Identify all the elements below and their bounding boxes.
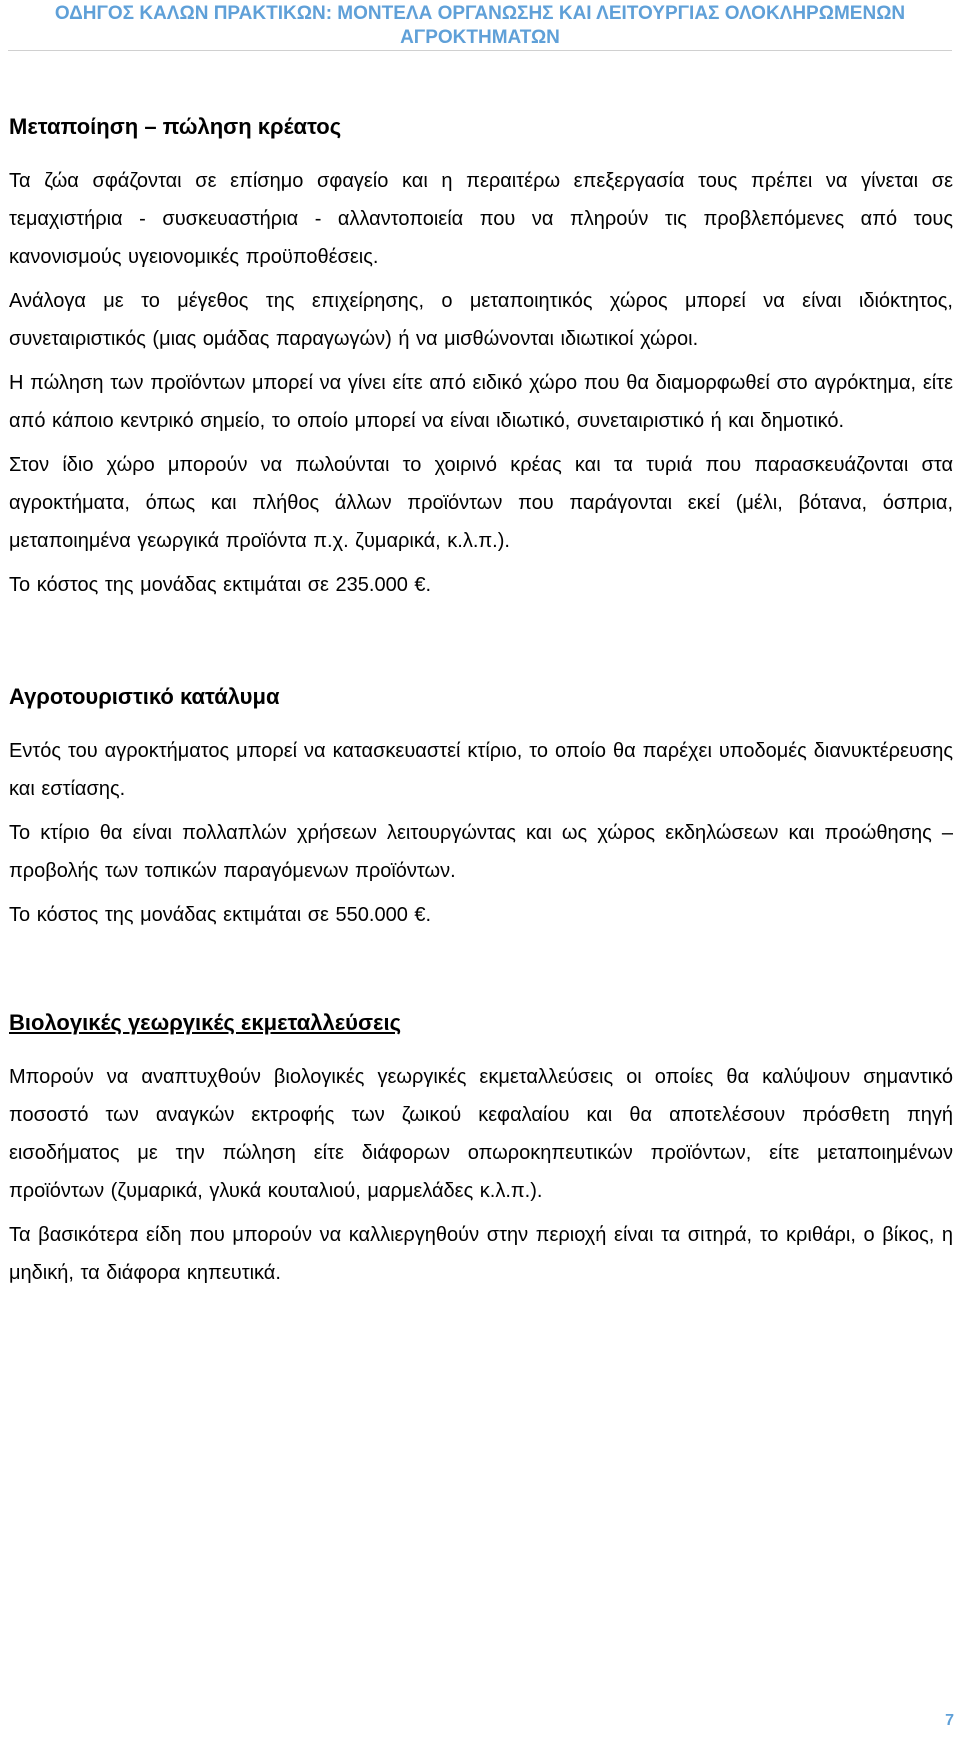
page-number: 7 <box>945 1712 954 1729</box>
paragraph: Τα βασικότερα είδη που μπορούν να καλλιεργηθούν στην περιοχή είναι τα σιτηρά, το κριθάρι, ο βίκος, η μηδική, τα διάφορα κηπευτικά. <box>9 1224 953 1284</box>
section-title: Αγροτουριστικό κατάλυμα <box>9 684 280 709</box>
paragraph: Μπορούν να αναπτυχθούν βιολογικές γεωργικές εκμεταλλεύσεις οι οποίες θα καλύψουν σημαντικό ποσοστό των αναγκών εκτροφής των ζωικού κεφαλαίου και θα αποτελέσουν πρόσθετη πηγή εισοδήματος με την πώληση είτε διάφορων οπωροκηπευτικών προϊόντων, είτε μεταποιημένων προϊόντων (ζυμαρικά, γλυκά κουταλιού, μαρμελάδες κ.λ.π.). <box>9 1066 953 1202</box>
paragraph: Τα ζώα σφάζονται σε επίσημο σφαγείο και η περαιτέρω επεξεργασία τους πρέπει να γίνεται σε τεμαχιστήρια - συσκευαστήρια - αλλαντοποιεία που να πληρούν τις προβλεπόμενες από τους κανονισμούς υγειονομικές προϋποθέσεις. <box>9 170 953 268</box>
paragraph: Εντός του αγροκτήματος μπορεί να κατασκευαστεί κτίριο, το οποίο θα παρέχει υποδομές διανυκτέρευσης και εστίασης. <box>9 740 953 800</box>
cost-paragraph: Το κόστος της μονάδας εκτιμάται σε 235.000 €. <box>9 574 432 596</box>
header-line-2: ΑΓΡΟΚΤΗΜΑΤΩΝ <box>400 27 560 48</box>
paragraph: Η πώληση των προϊόντων μπορεί να γίνει είτε από ειδικό χώρο που θα διαμορφωθεί στο αγρόκτημα, είτε από κάποιο κεντρικό σημείο, το οποίο μπορεί να είναι ιδιωτικό, συνεταιριστικό ή και δημοτικό. <box>9 372 953 432</box>
paragraph: Στον ίδιο χώρο μπορούν να πωλούνται το χοιρινό κρέας και τα τυριά που παρασκευάζονται στα αγροκτήματα, όπως και πλήθος άλλων προϊόντων που παράγονται εκεί (μέλι, βότανα, όσπρια, μεταποιημένα γεωργικά προϊόντα π.χ. ζυμαρικά, κ.λ.π.). <box>9 454 953 552</box>
paragraph: Το κτίριο θα είναι πολλαπλών χρήσεων λειτουργώντας και ως χώρος εκδηλώσεων και προώθησης – προβολής των τοπικών παραγόμενων προϊόντων. <box>9 822 953 882</box>
paragraph: Ανάλογα με το μέγεθος της επιχείρησης, ο μεταποιητικός χώρος μπορεί να είναι ιδιόκτητος, συνεταιριστικός (μιας ομάδας παραγωγών) ή να μισθώνονται ιδιωτικοί χώροι. <box>9 290 953 350</box>
cost-paragraph: Το κόστος της μονάδας εκτιμάται σε 550.000 €. <box>9 904 432 926</box>
document-body <box>9 112 953 1298</box>
header-divider <box>8 50 952 51</box>
section-spacer <box>9 610 953 682</box>
section-title: Μεταποίηση – πώληση κρέατος <box>9 114 342 139</box>
section-organic-farming <box>9 1008 953 1292</box>
section-spacer <box>9 940 953 1008</box>
page-header <box>0 0 960 50</box>
section-agritourism-lodging <box>9 682 953 934</box>
section-meat-processing <box>9 112 953 604</box>
header-line-1: ΟΔΗΓΟΣ ΚΑΛΩΝ ΠΡΑΚΤΙΚΩΝ: ΜΟΝΤΕΛΑ ΟΡΓΑΝΩΣΗΣ ΚΑΙ ΛΕΙΤΟΥΡΓΙΑΣ ΟΛΟΚΛΗΡΩΜΕΝΩΝ <box>54 3 906 24</box>
section-title: Βιολογικές γεωργικές εκμεταλλεύσεις <box>9 1010 402 1035</box>
